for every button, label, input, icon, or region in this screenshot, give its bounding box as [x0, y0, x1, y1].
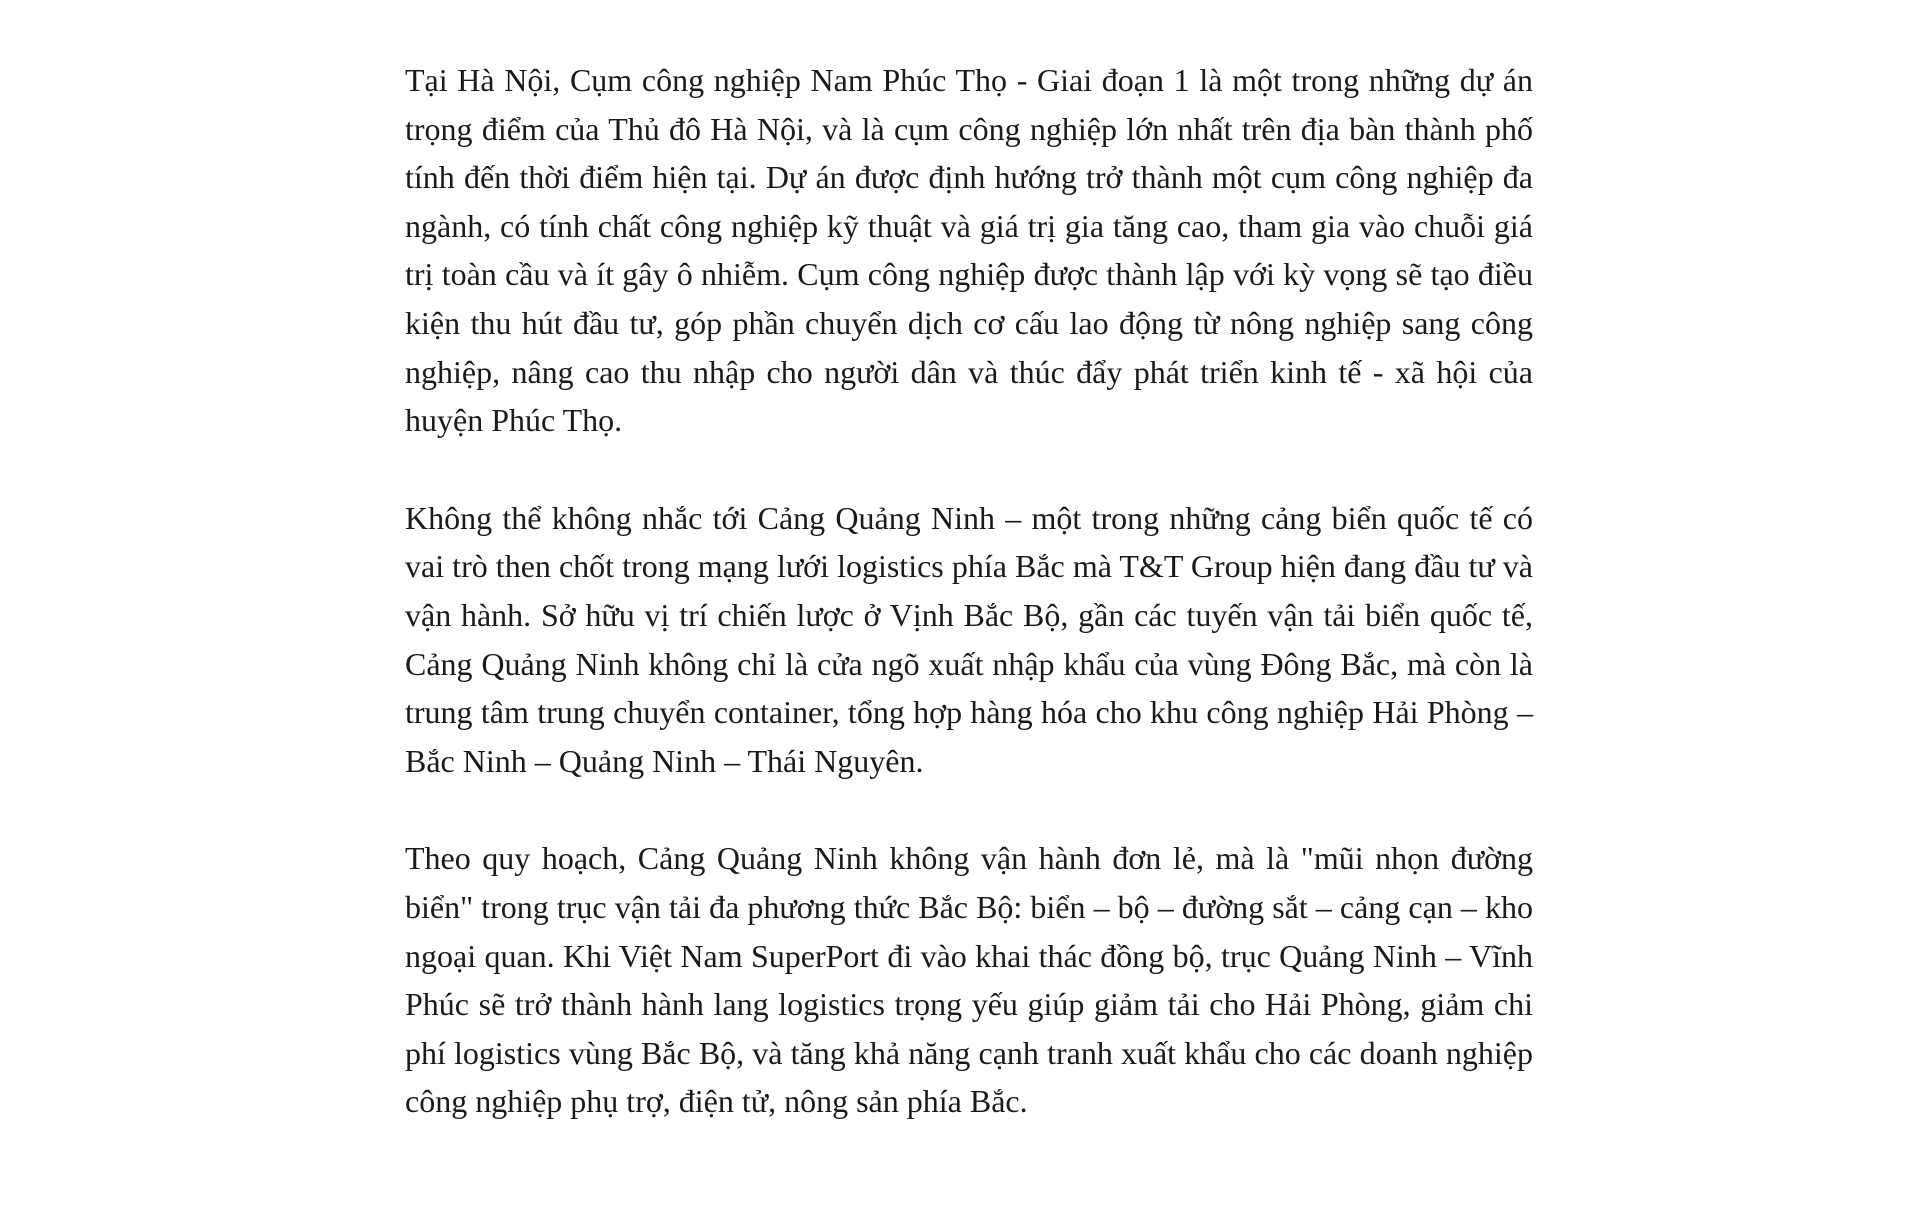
- paragraph-nam-phuc-tho: Tại Hà Nội, Cụm công nghiệp Nam Phúc Thọ - Giai đoạn 1 là một trong những dự án trọng điểm của Thủ đô Hà Nội, và là cụm công nghiệp lớn nhất trên địa bàn thành phố tính đến thời điểm hiện tại. Dự án được định hướng trở thành một cụm công nghiệp đa ngành, có tính chất công nghiệp kỹ thuật và giá trị gia tăng cao, tham gia vào chuỗi giá trị toàn cầu và ít gây ô nhiễm. Cụm công nghiệp được thành lập với kỳ vọng sẽ tạo điều kiện thu hút đầu tư, góp phần chuyển dịch cơ cấu lao động từ nông nghiệp sang công nghiệp, nâng cao thu nhập cho người dân và thúc đẩy phát triển kinh tế - xã hội của huyện Phúc Thọ.: [405, 62, 1533, 439]
- article-body: [405, 56, 1533, 1126]
- paragraph-cang-quang-ninh: Không thể không nhắc tới Cảng Quảng Ninh – một trong những cảng biển quốc tế có vai trò then chốt trong mạng lưới logistics phía Bắc mà T&T Group hiện đang đầu tư và vận hành. Sở hữu vị trí chiến lược ở Vịnh Bắc Bộ, gần các tuyến vận tải biển quốc tế, Cảng Quảng Ninh không chỉ là cửa ngõ xuất nhập khẩu của vùng Đông Bắc, mà còn là trung tâm trung chuyển container, tổng hợp hàng hóa cho khu công nghiệp Hải Phòng – Bắc Ninh – Quảng Ninh – Thái Nguyên.: [405, 499, 1533, 779]
- paragraph-quy-hoach: Theo quy hoạch, Cảng Quảng Ninh không vận hành đơn lẻ, mà là "mũi nhọn đường biển" trong trục vận tải đa phương thức Bắc Bộ: biển – bộ – đường sắt – cảng cạn – kho ngoại quan. Khi Việt Nam SuperPort đi vào khai thác đồng bộ, trục Quảng Ninh – Vĩnh Phúc sẽ trở thành hành lang logistics trọng yếu giúp giảm tải cho Hải Phòng, giảm chi phí logistics vùng Bắc Bộ, và tăng khả năng cạnh tranh xuất khẩu cho các doanh nghiệp công nghiệp phụ trợ, điện tử, nông sản phía Bắc.: [405, 840, 1533, 1120]
